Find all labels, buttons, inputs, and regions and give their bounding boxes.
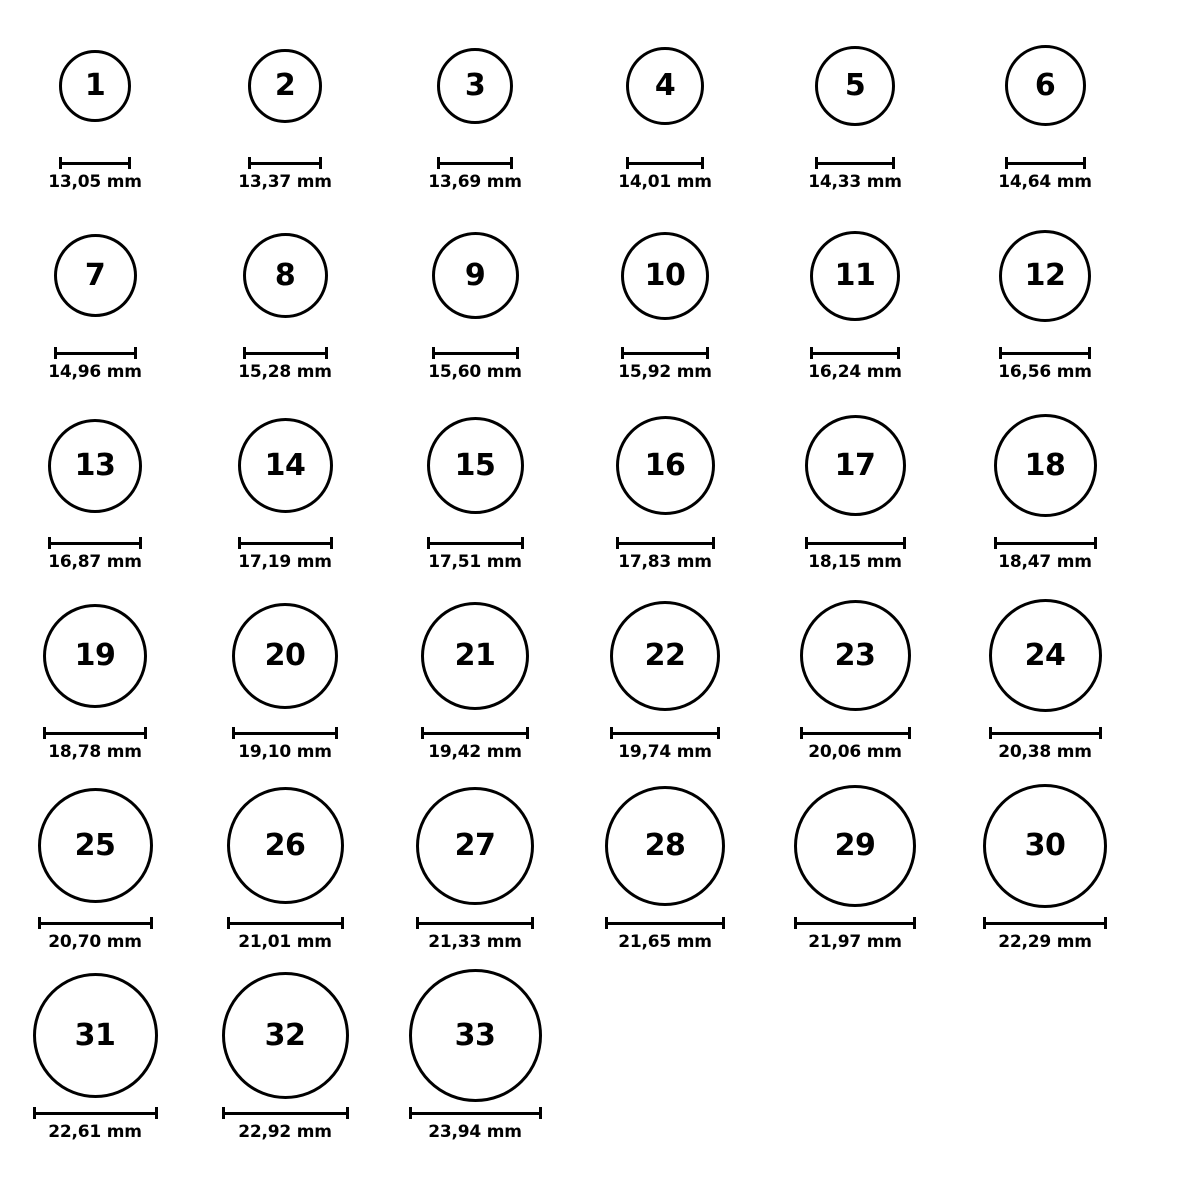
ring-size-number: 10: [644, 257, 686, 293]
ring-circle: [243, 233, 328, 318]
diameter-label: 23,94 mm: [428, 1122, 522, 1142]
measure-bar-line: [432, 352, 519, 355]
size-row: [0, 588, 1200, 778]
ring-circle: [54, 234, 137, 317]
circle-container: [950, 208, 1140, 343]
diameter-label: 14,64 mm: [998, 172, 1092, 192]
diameter-label: 19,74 mm: [618, 742, 712, 762]
measure-bar-icon: [989, 727, 1102, 739]
diameter-label: 14,01 mm: [618, 172, 712, 192]
ring-circle: [43, 604, 147, 708]
diameter-measure: [610, 727, 720, 762]
circle-container: [0, 968, 190, 1103]
diameter-label: 20,06 mm: [808, 742, 902, 762]
diameter-label: 22,61 mm: [48, 1122, 142, 1142]
ring-size-number: 25: [74, 827, 116, 863]
size-cell: [950, 588, 1140, 762]
measure-bar-icon: [616, 537, 715, 549]
size-cell: [190, 968, 380, 1142]
measure-bar-icon: [248, 157, 322, 169]
size-cell: [570, 588, 760, 762]
measure-bar-line: [59, 162, 131, 165]
ring-circle: [248, 49, 322, 123]
diameter-label: 16,56 mm: [998, 362, 1092, 382]
diameter-label: 18,78 mm: [48, 742, 142, 762]
size-cell: [950, 398, 1140, 572]
ring-circle: [427, 417, 524, 514]
measure-bar-icon: [810, 347, 900, 359]
circle-container: [0, 588, 190, 723]
diameter-measure: [998, 157, 1092, 192]
measure-bar-line: [48, 542, 142, 545]
diameter-label: 16,87 mm: [48, 552, 142, 572]
ring-circle: [48, 419, 142, 513]
measure-bar-icon: [33, 1107, 158, 1119]
diameter-measure: [618, 157, 712, 192]
circle-container: [380, 398, 570, 533]
diameter-measure: [33, 1107, 158, 1142]
circle-container: [570, 18, 760, 153]
measure-bar-line: [1005, 162, 1086, 165]
circle-container: [570, 398, 760, 533]
ring-circle: [33, 973, 158, 1098]
diameter-measure: [998, 347, 1092, 382]
circle-container: [570, 778, 760, 913]
ring-size-number: 14: [264, 447, 306, 483]
circle-container: [950, 398, 1140, 533]
diameter-measure: [227, 917, 344, 952]
size-row: [0, 968, 1200, 1158]
ring-size-number: 17: [834, 447, 876, 483]
ring-size-number: 33: [454, 1017, 496, 1053]
diameter-measure: [48, 157, 142, 192]
measure-bar-line: [805, 542, 906, 545]
circle-container: [190, 18, 380, 153]
size-cell: [0, 18, 190, 192]
circle-container: [380, 18, 570, 153]
measure-bar-line: [33, 1112, 158, 1115]
ring-circle: [989, 599, 1102, 712]
diameter-measure: [48, 537, 142, 572]
diameter-measure: [38, 917, 153, 952]
measure-bar-icon: [437, 157, 513, 169]
diameter-label: 19,10 mm: [238, 742, 332, 762]
measure-bar-icon: [983, 917, 1107, 929]
measure-bar-icon: [1005, 157, 1086, 169]
size-cell: [570, 208, 760, 382]
size-cell: [570, 18, 760, 192]
measure-bar-icon: [999, 347, 1091, 359]
ring-size-number: 6: [1034, 67, 1056, 103]
diameter-measure: [232, 727, 338, 762]
diameter-label: 19,42 mm: [428, 742, 522, 762]
ring-size-number: 24: [1024, 637, 1066, 673]
diameter-measure: [238, 347, 332, 382]
circle-container: [950, 18, 1140, 153]
ring-size-number: 4: [654, 67, 676, 103]
diameter-label: 15,92 mm: [618, 362, 712, 382]
measure-bar-icon: [432, 347, 519, 359]
diameter-label: 22,29 mm: [998, 932, 1092, 952]
measure-bar-line: [248, 162, 322, 165]
size-row: [0, 208, 1200, 398]
diameter-measure: [428, 347, 522, 382]
ring-size-number: 13: [74, 447, 116, 483]
measure-bar-icon: [59, 157, 131, 169]
diameter-measure: [808, 157, 902, 192]
circle-container: [190, 968, 380, 1103]
measure-bar-line: [616, 542, 715, 545]
measure-bar-line: [999, 352, 1091, 355]
ring-circle: [421, 602, 529, 710]
measure-bar-line: [421, 732, 529, 735]
measure-bar-line: [605, 922, 725, 925]
measure-bar-icon: [232, 727, 338, 739]
diameter-label: 14,96 mm: [48, 362, 142, 382]
measure-bar-icon: [794, 917, 916, 929]
measure-bar-icon: [238, 537, 333, 549]
diameter-measure: [421, 727, 529, 762]
diameter-label: 21,33 mm: [428, 932, 522, 952]
measure-bar-line: [43, 732, 147, 735]
ring-circle: [1005, 45, 1086, 126]
diameter-label: 18,15 mm: [808, 552, 902, 572]
ring-circle: [222, 972, 349, 1099]
circle-container: [0, 778, 190, 913]
measure-bar-line: [427, 542, 524, 545]
measure-bar-line: [437, 162, 513, 165]
ring-circle: [238, 418, 333, 513]
diameter-label: 20,38 mm: [998, 742, 1092, 762]
size-cell: [760, 778, 950, 952]
ring-size-number: 12: [1024, 257, 1066, 293]
diameter-measure: [48, 347, 142, 382]
measure-bar-icon: [54, 347, 137, 359]
measure-bar-icon: [805, 537, 906, 549]
diameter-label: 16,24 mm: [808, 362, 902, 382]
measure-bar-icon: [621, 347, 709, 359]
size-cell: [380, 778, 570, 952]
measure-bar-line: [810, 352, 900, 355]
diameter-measure: [605, 917, 725, 952]
ring-size-number: 19: [74, 637, 116, 673]
circle-container: [190, 398, 380, 533]
diameter-measure: [238, 537, 333, 572]
diameter-measure: [794, 917, 916, 952]
size-cell: [950, 18, 1140, 192]
ring-size-number: 15: [454, 447, 496, 483]
ring-size-number: 31: [74, 1017, 116, 1053]
size-cell: [190, 18, 380, 192]
measure-bar-icon: [243, 347, 328, 359]
size-cell: [0, 398, 190, 572]
measure-bar-line: [243, 352, 328, 355]
circle-container: [380, 968, 570, 1103]
ring-circle: [994, 414, 1097, 517]
ring-circle: [610, 601, 720, 711]
ring-size-number: 21: [454, 637, 496, 673]
size-cell: [380, 18, 570, 192]
ring-size-number: 5: [844, 67, 866, 103]
ring-size-number: 32: [264, 1017, 306, 1053]
measure-bar-line: [994, 542, 1097, 545]
ring-size-number: 1: [84, 67, 106, 103]
diameter-measure: [618, 347, 712, 382]
measure-bar-icon: [994, 537, 1097, 549]
circle-container: [760, 778, 950, 913]
size-cell: [950, 778, 1140, 952]
size-cell: [0, 208, 190, 382]
size-cell: [570, 398, 760, 572]
ring-circle: [626, 47, 704, 125]
circle-container: [570, 588, 760, 723]
ring-circle: [794, 785, 916, 907]
size-cell: [380, 968, 570, 1142]
circle-container: [380, 208, 570, 343]
measure-bar-icon: [409, 1107, 542, 1119]
measure-bar-icon: [626, 157, 704, 169]
size-cell: [0, 588, 190, 762]
measure-bar-line: [54, 352, 137, 355]
ring-size-number: 27: [454, 827, 496, 863]
circle-container: [570, 208, 760, 343]
size-cell: [760, 18, 950, 192]
diameter-label: 15,60 mm: [428, 362, 522, 382]
circle-container: [950, 588, 1140, 723]
diameter-measure: [805, 537, 906, 572]
size-row: [0, 778, 1200, 968]
circle-container: [190, 778, 380, 913]
diameter-measure: [428, 157, 522, 192]
measure-bar-icon: [800, 727, 911, 739]
measure-bar-line: [227, 922, 344, 925]
ring-size-number: 8: [274, 257, 296, 293]
ring-size-number: 16: [644, 447, 686, 483]
diameter-measure: [983, 917, 1107, 952]
size-cell: [570, 778, 760, 952]
diameter-measure: [416, 917, 534, 952]
ring-circle: [437, 48, 513, 124]
measure-bar-icon: [416, 917, 534, 929]
ring-circle: [232, 603, 338, 709]
circle-container: [760, 588, 950, 723]
measure-bar-icon: [421, 727, 529, 739]
circle-container: [380, 588, 570, 723]
size-cell: [190, 778, 380, 952]
size-cell: [380, 588, 570, 762]
measure-bar-line: [989, 732, 1102, 735]
ring-size-number: 11: [834, 257, 876, 293]
measure-bar-icon: [605, 917, 725, 929]
diameter-measure: [409, 1107, 542, 1142]
ring-circle: [432, 232, 519, 319]
ring-circle: [605, 786, 725, 906]
diameter-label: 17,51 mm: [428, 552, 522, 572]
circle-container: [760, 208, 950, 343]
measure-bar-line: [222, 1112, 349, 1115]
measure-bar-icon: [48, 537, 142, 549]
diameter-label: 21,97 mm: [808, 932, 902, 952]
diameter-label: 17,19 mm: [238, 552, 332, 572]
size-cell: [950, 208, 1140, 382]
diameter-label: 13,69 mm: [428, 172, 522, 192]
ring-circle: [38, 788, 153, 903]
size-cell: [760, 398, 950, 572]
ring-size-number: 7: [84, 257, 106, 293]
ring-size-number: 23: [834, 637, 876, 673]
measure-bar-line: [409, 1112, 542, 1115]
ring-circle: [800, 600, 911, 711]
ring-size-number: 9: [464, 257, 486, 293]
ring-circle: [983, 784, 1107, 908]
size-cell: [0, 778, 190, 952]
diameter-label: 21,65 mm: [618, 932, 712, 952]
measure-bar-line: [621, 352, 709, 355]
diameter-label: 13,37 mm: [238, 172, 332, 192]
measure-bar-icon: [38, 917, 153, 929]
diameter-measure: [43, 727, 147, 762]
diameter-label: 21,01 mm: [238, 932, 332, 952]
diameter-measure: [222, 1107, 349, 1142]
ring-size-number: 30: [1024, 827, 1066, 863]
size-cell: [760, 208, 950, 382]
measure-bar-line: [815, 162, 895, 165]
ring-size-number: 26: [264, 827, 306, 863]
diameter-measure: [427, 537, 524, 572]
diameter-measure: [989, 727, 1102, 762]
measure-bar-line: [232, 732, 338, 735]
ring-size-number: 2: [274, 67, 296, 103]
ring-circle: [409, 969, 542, 1102]
ring-size-number: 28: [644, 827, 686, 863]
circle-container: [190, 208, 380, 343]
circle-container: [380, 778, 570, 913]
measure-bar-line: [416, 922, 534, 925]
ring-size-number: 20: [264, 637, 306, 673]
measure-bar-line: [794, 922, 916, 925]
circle-container: [0, 208, 190, 343]
diameter-label: 22,92 mm: [238, 1122, 332, 1142]
ring-circle: [815, 46, 895, 126]
circle-container: [0, 18, 190, 153]
size-cell: [190, 398, 380, 572]
ring-circle: [227, 787, 344, 904]
size-cell: [190, 208, 380, 382]
diameter-measure: [808, 347, 902, 382]
measure-bar-line: [38, 922, 153, 925]
size-cell: [760, 588, 950, 762]
circle-container: [0, 398, 190, 533]
measure-bar-line: [626, 162, 704, 165]
ring-circle: [59, 50, 131, 122]
diameter-measure: [238, 157, 332, 192]
ring-size-number: 22: [644, 637, 686, 673]
diameter-measure: [994, 537, 1097, 572]
measure-bar-line: [238, 542, 333, 545]
diameter-measure: [616, 537, 715, 572]
size-cell: [190, 588, 380, 762]
measure-bar-line: [800, 732, 911, 735]
circle-container: [760, 398, 950, 533]
circle-container: [760, 18, 950, 153]
size-row: [0, 398, 1200, 588]
diameter-label: 13,05 mm: [48, 172, 142, 192]
measure-bar-icon: [43, 727, 147, 739]
size-cell: [380, 398, 570, 572]
size-cell: [380, 208, 570, 382]
measure-bar-icon: [815, 157, 895, 169]
ring-circle: [616, 416, 715, 515]
measure-bar-icon: [222, 1107, 349, 1119]
ring-circle: [810, 231, 900, 321]
diameter-label: 20,70 mm: [48, 932, 142, 952]
circle-container: [190, 588, 380, 723]
diameter-label: 14,33 mm: [808, 172, 902, 192]
ring-circle: [805, 415, 906, 516]
measure-bar-line: [983, 922, 1107, 925]
size-row: [0, 18, 1200, 208]
measure-bar-icon: [427, 537, 524, 549]
ring-size-number: 18: [1024, 447, 1066, 483]
ring-circle: [999, 230, 1091, 322]
circle-container: [950, 778, 1140, 913]
measure-bar-icon: [227, 917, 344, 929]
ring-size-number: 29: [834, 827, 876, 863]
diameter-label: 18,47 mm: [998, 552, 1092, 572]
ring-circle: [621, 232, 709, 320]
diameter-label: 17,83 mm: [618, 552, 712, 572]
ring-circle: [416, 787, 534, 905]
diameter-measure: [800, 727, 911, 762]
measure-bar-icon: [610, 727, 720, 739]
measure-bar-line: [610, 732, 720, 735]
size-cell: [0, 968, 190, 1142]
diameter-label: 15,28 mm: [238, 362, 332, 382]
ring-size-number: 3: [464, 67, 486, 103]
